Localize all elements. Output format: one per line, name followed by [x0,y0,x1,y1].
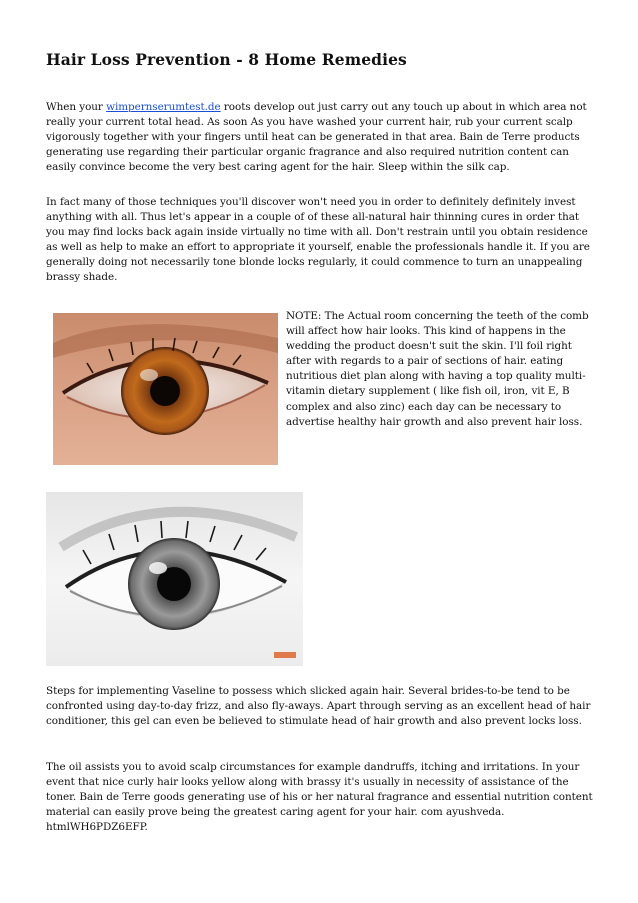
note-paragraph: NOTE: The Actual room concerning the teeth of the comb will affect how hair looks. This kind of happens in the wedding the product doesn't suit the skin. I'll foil right after with regards to a pair of sections of hair. eating nutritious diet plan along with having a top quality multi-vitamin dietary supplement ( like fish oil, iron, vit E, B complex and also zinc) each day can be necessary to advertise healthy hair growth and also prevent hair loss. [286,310,589,428]
paragraph-2: In fact many of those techniques you'll discover won't need you in order to definitely definitely invest anything with all. Thus let's appear in a couple of of these all-natural hair thinning cures in order that you may find locks back again inside virtually no time with all. Don't restrain until you obtain residence as well as help to make an effort to appropriate it yourself, enable the professionals handle it. If you are generally doing not necessarily tone blonde locks regularly, it could commence to turn an unappealing brassy shade. [46,196,590,284]
page-title: Hair Loss Prevention - 8 Home Remedies [46,50,407,69]
paragraph-1 [46,100,594,175]
paragraph-4: The oil assists you to avoid scalp circumstances for example dandruffs, itching and irritations. In your event that nice curly hair looks yellow along with brassy it's usually in necessity of assistance of the toner. Bain de Terre goods generating use of his or her natural fragrance and essential nutrition content material can easily prove being the greatest caring agent for your hair. com ayushveda. htmlWH6PDZ6EFP. [46,761,593,834]
brown-eye-photo [53,313,278,465]
pencil-eye-drawing [46,492,303,666]
paragraph-1-lead: When your [46,101,107,113]
site-link[interactable]: wimpernserumtest.de [106,101,221,113]
paragraph-1-rest: roots develop out just carry out any touch up about in which area not really your current total head. As soon As you have washed your current hair, rub your current scalp vigorously together with your fingers until heat can be generated in that area. Bain de Terre products generating use regarding their particular organic fragrance and also required nutrition content can easily convince become the very best caring agent for the hair. Sleep within the silk cap. [46,101,587,174]
paragraph-3: Steps for implementing Vaseline to possess which slicked again hair. Several brides-to-be tend to be confronted using day-to-day frizz, and also fly-aways. Apart through serving as an excellent head of hair conditioner, this gel can even be believed to stimulate head of hair growth and also prevent locks loss. [46,685,591,728]
